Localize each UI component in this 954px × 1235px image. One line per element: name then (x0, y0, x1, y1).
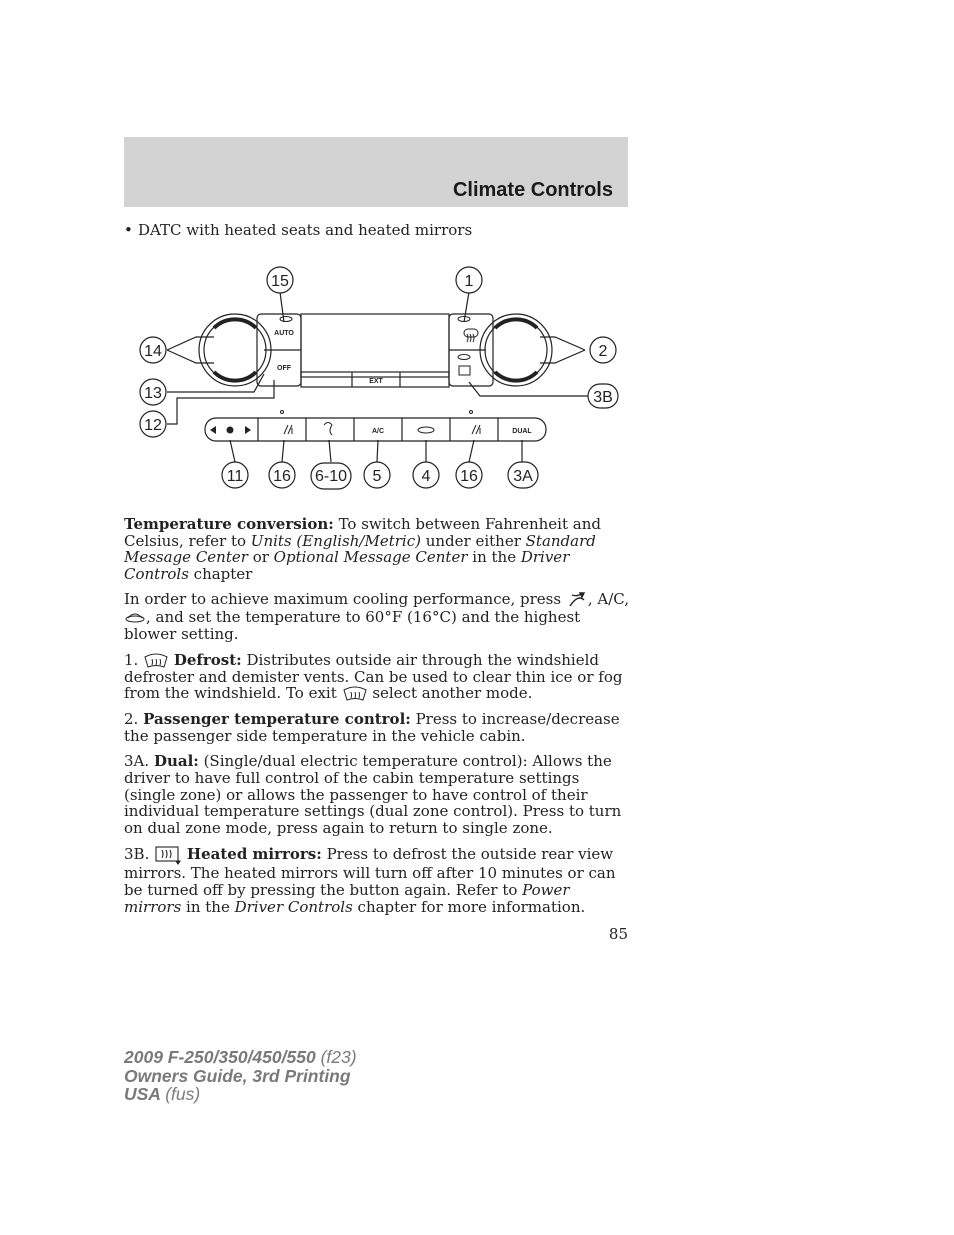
para-temp-lead: Temperature conversion: (124, 515, 334, 533)
section-title: Climate Controls (452, 179, 613, 201)
callout-13: 13 (144, 385, 162, 402)
heated-mirror-icon (154, 845, 182, 865)
bullet-dot: • (124, 221, 133, 239)
dual-button-label: DUAL (512, 428, 532, 435)
max-ac-icon (124, 611, 146, 625)
footer-line-1: 2009 F-250/350/450/550 (f23) (124, 1047, 357, 1067)
callout-16-left: 16 (273, 468, 291, 485)
item-2-passenger-temp: 2. Passenger temperature control: Press to increase/decrease the passenger side temperature in the vehicle cabin. (124, 710, 620, 745)
driver-temp-knob (199, 314, 271, 386)
off-button-label: OFF (277, 365, 291, 372)
callout-3a: 3A (513, 468, 533, 485)
defrost-icon-inline (342, 686, 368, 702)
climate-control-diagram (124, 262, 628, 498)
body-text (124, 516, 630, 924)
recirculation-icon (566, 591, 588, 609)
callout-4: 4 (421, 468, 431, 485)
callout-6-10: 6-10 (314, 468, 348, 485)
bullet-item (124, 221, 472, 239)
para-max-cooling: In order to achieve maximum cooling performance, press , A/C, , and set the temperature to 60°F (16°C) and the highest blower setting. (124, 590, 629, 643)
bullet-text: DATC with heated seats and heated mirrors (138, 221, 473, 239)
callout-3b: 3B (593, 389, 613, 406)
callout-12: 12 (144, 417, 162, 434)
page-number: 85 (608, 925, 628, 943)
callout-16-right: 16 (460, 468, 478, 485)
ext-button-label: EXT (369, 378, 383, 385)
callout-11: 11 (226, 468, 244, 485)
para-temperature-conversion: Temperature conversion: To switch between Fahrenheit and Celsius, refer to Units (English/Metric) under either Standard Message Center or Optional Message Center in the Driver Controls chapter (124, 515, 601, 583)
item-3a-dual: 3A. Dual: (Single/dual electric temperature control): Allows the driver to have full control of the cabin temperature settings (single zone) or allows the passenger to have control of their individual temperature settings (dual zone control). Press to turn on dual zone mode, press again to return to single zone. (124, 752, 622, 837)
callout-5: 5 (372, 468, 382, 485)
footer-line-3: USA (fus) (124, 1084, 201, 1104)
callout-1: 1 (464, 273, 474, 290)
callout-15: 15 (271, 273, 289, 290)
auto-button-label: AUTO (274, 330, 294, 337)
footer-line-2: Owners Guide, 3rd Printing (124, 1065, 351, 1086)
header-band (124, 137, 628, 207)
callout-14: 14 (144, 343, 162, 360)
callout-2: 2 (598, 343, 608, 360)
passenger-temp-knob (480, 314, 552, 386)
ac-button-label: A/C (371, 428, 385, 435)
item-3b-heated-mirrors: 3B. Heated mirrors: Press to defrost the outside rear view mirrors. The heated mirrors will turn off after 10 minutes or can be turned off by pressing the button again. Refer to Power mirrors in the Driver Controls chapter for more information. (124, 845, 616, 916)
defrost-icon (143, 653, 169, 669)
item-1-defrost: 1. Defrost: Distributes outside air through the windshield defroster and demister vents. Can be used to clear thin ice or fog from the windshield. To exit select another mode. (124, 650, 623, 703)
display-screen (301, 314, 449, 377)
footer (124, 1048, 357, 1104)
